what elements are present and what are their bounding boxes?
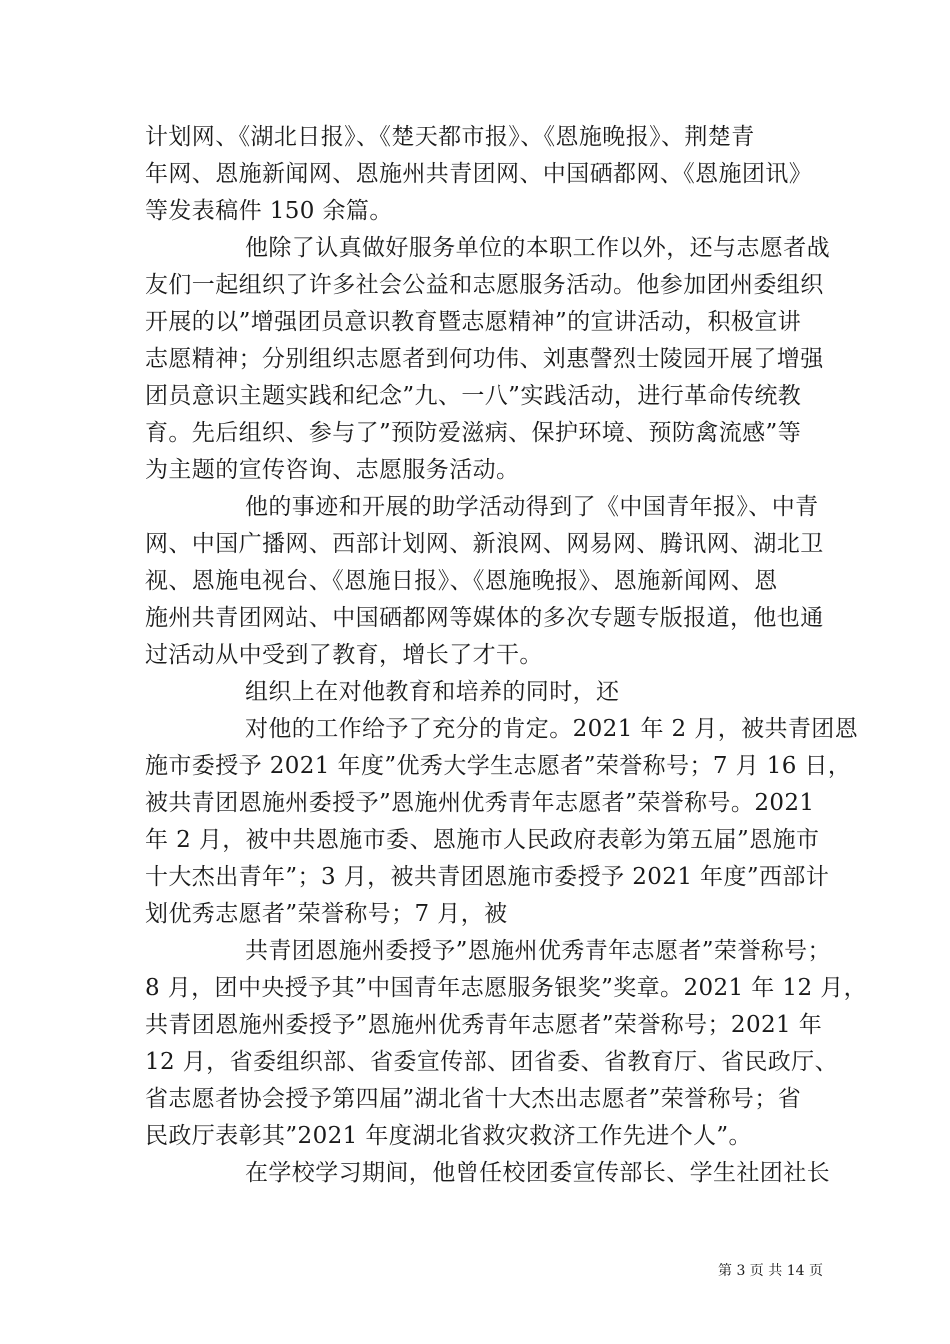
text-line: 他的事迹和开展的助学活动得到了《中国青年报》、中青	[245, 494, 819, 520]
text-line: 共青团恩施州委授予”恩施州优秀青年志愿者”荣誉称号；	[245, 938, 831, 964]
text-line: 育。先后组织、参与了”预防爱滋病、保护环境、预防禽流感”等	[145, 420, 802, 446]
text-line: 开展的以”增强团员意识教育暨志愿精神”的宣讲活动，积极宣讲	[145, 309, 802, 335]
text-line: 年网、恩施新闻网、恩施州共青团网、中国硒都网、《恩施团讯》	[145, 161, 813, 187]
text-line: 志愿精神；分别组织志愿者到何功伟、刘惠謦烈士陵园开展了增强	[145, 346, 824, 372]
text-line: 为主题的宣传咨询、志愿服务活动。	[145, 457, 520, 483]
text-line: 他除了认真做好服务单位的本职工作以外，还与志愿者战	[245, 235, 830, 261]
text-line: 等发表稿件 150 余篇。	[145, 198, 393, 224]
text-line: 划优秀志愿者”荣誉称号；7 月，被	[145, 901, 508, 927]
text-line: 视、恩施电视台、《恩施日报》、《恩施晚报》、恩施新闻网、恩	[145, 568, 778, 594]
text-line: 省志愿者协会授予第四届”湖北省十大杰出志愿者”荣誉称号；省	[145, 1086, 802, 1112]
text-line: 组织上在对他教育和培养的同时，还	[245, 679, 620, 705]
text-line: 网、中国广播网、西部计划网、新浪网、网易网、腾讯网、湖北卫	[145, 531, 824, 557]
text-line: 计划网、《湖北日报》、《楚天都市报》、《恩施晚报》、荆楚青	[145, 124, 755, 150]
text-line: 施市委授予 2021 年度”优秀大学生志愿者”荣誉称号；7 月 16 日，	[145, 753, 852, 779]
text-line: 十大杰出青年”；3 月，被共青团恩施市委授予 2021 年度”西部计	[145, 864, 830, 890]
text-line: 友们一起组织了许多社会公益和志愿服务活动。他参加团州委组织	[145, 272, 824, 298]
text-line: 施州共青团网站、中国硒都网等媒体的多次专题专版报道，他也通	[145, 605, 824, 631]
text-line: 12 月，省委组织部、省委宣传部、团省委、省教育厅、省民政厅、	[145, 1049, 838, 1075]
text-line: 共青团恩施州委授予”恩施州优秀青年志愿者”荣誉称号；2021 年	[145, 1012, 823, 1038]
text-line: 对他的工作给予了充分的肯定。2021 年 2 月，被共青团恩	[245, 716, 859, 742]
text-line: 年 2 月，被中共恩施市委、恩施市人民政府表彰为第五届”恩施市	[145, 827, 820, 853]
text-line: 被共青团恩施州委授予”恩施州优秀青年志愿者”荣誉称号。2021	[145, 790, 815, 816]
text-line: 8 月，团中央授予其”中国青年志愿服务银奖”奖章。2021 年 12 月，	[145, 975, 867, 1001]
text-line: 团员意识主题实践和纪念”九、一八”实践活动，进行革命传统教	[145, 383, 802, 409]
page-number: 第 3 页 共 14 页	[718, 1263, 823, 1279]
text-line: 在学校学习期间，他曾任校团委宣传部长、学生社团社长	[245, 1160, 830, 1186]
text-line: 民政厅表彰其”2021 年度湖北省救灾救济工作先进个人”。	[145, 1123, 752, 1149]
text-line: 过活动从中受到了教育，增长了才干。	[145, 642, 543, 668]
